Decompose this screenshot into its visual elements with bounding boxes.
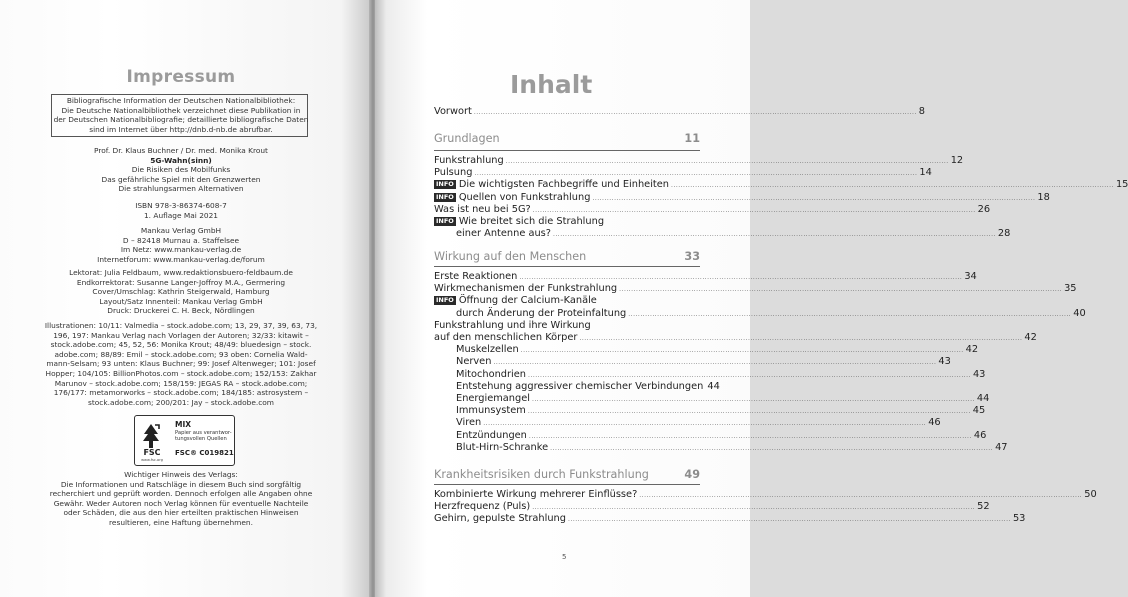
toc-entry-vorwort[interactable] [434,106,926,119]
page-number: 5 [562,553,567,561]
publisher-line: Mankau Verlag GmbH [140,226,222,235]
toc-entry[interactable] [434,228,1011,241]
section-rule [434,150,700,151]
toc-entry-label: Nerven [456,356,492,368]
toc-entry-label: Herzfrequenz (Puls) [434,501,531,513]
book-title: 5G-Wahn(sinn) [150,155,212,165]
leader-dots [553,231,996,238]
credit-line: Lektorat: Julia Feldbaum, www.redaktionsbuero-feldbaum.de [69,268,293,277]
toc-entry-page: 52 [977,501,990,513]
edition: 1. Auflage Mai 2021 [143,210,219,220]
fsc-desc-line: tungsvollen Quellen [175,436,227,442]
leader-dots [592,195,1035,202]
toc-entry[interactable] [434,429,987,443]
toc-entry-label: Erste Reaktionen [434,271,518,282]
book-info [0,146,362,194]
illustration-line: 196, 197: Mankau Verlag nach Vorlagen der Autoren; 32/33: kitawit – [53,330,309,340]
section-heading[interactable] [434,132,700,145]
authors: Prof. Dr. Klaus Buchner / Dr. med. Monika Krout [94,146,268,155]
leader-dots [579,335,1022,342]
notice-block [0,470,362,528]
toc-entry[interactable] [434,380,720,394]
info-badge: INFO [436,296,454,305]
toc-entry-page: 44 [976,393,990,404]
subtitle-line: Die strahlungsarmen Alternativen [118,184,244,194]
toc-entry-page: 26 [977,203,991,215]
section-title: Grundlagen [434,132,500,145]
toc-entry-page: 42 [1024,332,1037,343]
toc-entry-page: 46 [973,429,987,441]
leader-dots [639,492,1082,499]
toc-entry-page: 28 [997,228,1011,240]
credit-line: Layout/Satz Innenteil: Mankau Verlag GmbH [99,296,263,306]
illustration-line: Marunov – stock.adobe.com; 158/159: JEGAS RA – stock.adobe.com; [54,378,308,388]
leader-dots [533,207,976,214]
toc-entry[interactable] [434,295,700,308]
info-badge: INFO [436,192,454,201]
toc-entry[interactable] [434,501,990,514]
leader-dots [568,516,1011,523]
leader-dots [528,408,971,415]
toc-entry[interactable] [434,332,1037,345]
info-badge: INFO [436,180,454,189]
toc-entry-label: Funkstrahlung [434,155,504,166]
leader-dots [532,504,975,511]
info-badge: INFO [436,217,454,225]
biblio-line: der Deutschen Nationalbibliografie; detaillierte bibliografische Daten [53,115,309,125]
toc-entry[interactable] [434,344,979,357]
toc-entry[interactable] [434,203,991,217]
toc-entry-page: 44 [707,380,720,392]
toc-entry-page: 45 [972,405,986,417]
toc-entry-label: Was ist neu bei 5G? [434,203,531,215]
biblio-line: sind im Internet über http://dnb.d-nb.de abrufbar. [89,124,273,134]
leader-dots [532,396,975,403]
illustration-line: stock.adobe.com; 45, 52, 56: Monika Krout; 48/49: bluedesign – stock. [50,340,312,350]
section-title: Wirkung auf den Menschen [434,250,587,263]
toc-entry[interactable] [434,368,986,382]
section-page: 33 [684,250,700,263]
toc-entry-text [456,430,527,441]
leader-dots [619,286,1062,293]
left-page [0,0,371,597]
toc-entry[interactable] [434,216,700,229]
fsc-certification-label [134,415,235,466]
toc-entry-label: Wirkmechanismen der Funkstrahlung [434,283,618,295]
credit-line: Druck: Druckerei C. H. Beck, Nördlingen [107,306,255,316]
toc-entry-text [434,167,472,178]
toc-entry-label: Immunsystem [456,405,526,417]
toc-entry-text [456,405,526,416]
toc-entry[interactable] [434,155,964,168]
leader-dots [506,158,949,165]
toc-entry-text [456,308,626,319]
leader-dots [628,311,1071,318]
toc-entry-page: 35 [1064,283,1077,295]
subtitle-line: Die Risiken des Mobilfunks [131,165,231,175]
toc-entry-page: 34 [964,271,977,282]
illustration-line: stock.adobe.com; 200/201: Jay – stock.adobe.com [87,397,274,407]
section-page: 11 [684,132,700,145]
toc-entry-label: Muskelzellen [456,344,519,356]
publisher-block [0,226,362,264]
toc-entry-page: 43 [938,356,951,368]
toc-entry-label: Kombinierte Wirkung mehrerer Einflüsse? [434,489,638,500]
toc-entry-label: Die wichtigsten Fachbegriffe und Einheiten [458,179,669,191]
fsc-label: FSC [143,448,161,457]
credits-block [0,268,362,316]
fsc-desc-line: Papier aus verantwor- [175,430,232,436]
toc-entry-label: Mitochondrien [456,368,527,380]
toc-entry[interactable] [434,489,1097,502]
toc-entry-page: 42 [965,344,979,356]
toc-entry[interactable] [434,271,977,284]
toc-entry[interactable] [434,417,941,430]
illustration-line: mann-Selsam; 93 unten: Klaus Buchner; 99: Josef Altenweger; 101: Josef [46,359,316,369]
leader-dots [483,420,926,427]
toc-entry-text [434,320,591,331]
toc-entry-page: 12 [950,155,964,166]
toc-entry[interactable] [434,513,1026,526]
toc-entry[interactable] [434,307,1086,321]
toc-entry-page: 46 [928,417,941,429]
leader-dots [493,359,936,366]
fsc-code: FSC® C019821 [175,449,234,457]
toc-entry-page: 53 [1012,513,1026,525]
leader-dots [474,109,917,116]
notice-line: oder Schäden, die aus den hier erteilten praktischen Hinweisen [63,508,299,518]
toc-entry-page: 40 [1073,307,1086,319]
toc-entry-page: 15 [1115,179,1128,191]
biblio-line: Die Deutsche Nationalbibliothek verzeichnet diese Publikation in [61,105,301,115]
toc-entry-label: einer Antenne aus? [456,228,551,240]
toc-entry-label: Viren [456,417,482,429]
toc-entry-page: 14 [919,167,932,179]
toc-entry-text [434,501,530,512]
toc-entry[interactable] [434,320,700,333]
impressum-title: Impressum [126,67,236,87]
toc-entry-label: auf den menschlichen Körper [434,332,578,343]
toc-entry-text [456,369,526,380]
leader-dots [528,372,971,379]
toc-entry-page: 50 [1084,489,1097,500]
illustrations-block [0,321,362,407]
toc-entry-label: Wie breitet sich die Strahlung [458,216,605,227]
toc-entry[interactable] [434,405,986,418]
toc-entry-label: Quellen von Funkstrahlung [458,191,591,203]
toc-entry-text [434,295,597,306]
leader-dots [671,182,1114,189]
toc-entry-text [434,155,504,166]
isbn-block [0,201,362,220]
toc-entry-text [434,489,637,500]
toc-entry-label: Energiemangel [456,393,530,404]
toc-entry-text [434,271,517,282]
toc-entry-text: Vorwort [434,106,472,117]
leader-dots [529,433,972,440]
notice-line: resultieren, eine Haftung übernehmen. [109,517,253,527]
illustration-line: adobe.com; 88/89: Emil – stock.adobe.com; 93 oben: Cornelia Wald- [54,349,308,359]
toc-entry-text [434,216,604,227]
notice-line: Gewähr. Weder Autoren noch Verlag können für eventuelle Nachteile [53,498,309,508]
toc-entry-label: Öffnung der Calcium-Kanäle [458,295,597,307]
toc-entry-page: 43 [972,368,986,380]
fsc-description [175,430,232,442]
toc-entry-text [456,228,551,239]
section-page: 49 [684,468,700,481]
illustration-line: Illustrationen: 10/11: Valmedia – stock.adobe.com; 13, 29, 37, 39, 63, 73, [44,321,318,330]
notice-line: Wichtiger Hinweis des Verlags: [124,470,238,479]
credit-line: Cover/Umschlag: Kathrin Steigerwald, Hamburg [92,287,270,297]
toc-entry-text [434,204,531,215]
section-rule [434,484,700,485]
toc-entry[interactable] [434,191,1050,205]
toc-entry[interactable] [434,441,1008,455]
toc-entry-label: Pulsung [434,167,473,179]
toc-entry-text [456,393,530,404]
section-heading[interactable] [434,250,700,263]
subtitle-line: Das gefährliche Spiel mit den Grenzwerten [101,174,261,184]
toc-entry-text [434,513,566,524]
toc-entry-text [434,192,590,203]
toc-entry-label: Blut-Hirn-Schranke [456,441,549,453]
biblio-line: Bibliografische Information der Deutschen Nationalbibliothek: [66,96,296,105]
toc-entry-text [434,332,577,343]
toc-entry-label: Entzündungen [456,429,527,441]
toc-entry-page: 47 [995,441,1008,453]
illustration-line: Hopper; 104/105: BillionPhotos.com – stock.adobe.com; 152/153: Zakhar [45,368,317,378]
leader-dots [474,170,917,177]
publisher-line: Im Netz: www.mankau-verlag.de [120,245,242,255]
section-title: Krankheitsrisiken durch Funkstrahlung [434,468,649,481]
toc-entry[interactable] [434,179,1128,192]
notice-line: recherchiert und geprüft worden. Dennoch erfolgen alle Angaben ohne [49,489,313,499]
fsc-mix: MIX [175,420,192,429]
toc-entry-label: Funkstrahlung und ihre Wirkung [434,319,591,331]
publisher-line: D – 82418 Murnau a. Staffelsee [122,235,240,245]
toc-entry-text [456,442,548,453]
toc-entry[interactable] [434,393,990,406]
toc-entry-page: 8 [918,106,926,117]
section-heading[interactable] [434,468,700,481]
leader-dots [519,274,962,281]
toc-entry-page: 18 [1037,191,1050,203]
leader-dots [550,445,993,452]
toc-entry-label: durch Änderung der Proteinfaltung [456,307,627,319]
toc-entry-label: Entstehung aggressiver chemischer Verbindungen [456,380,704,392]
illustration-line: 176/177: metamorworks – stock.adobe.com; 184/185: astrosystem – [53,388,309,398]
toc-entry[interactable] [434,167,932,180]
toc-entry-text [456,344,519,355]
toc-entry-text [456,356,491,367]
publisher-line: Internetforum: www.mankau-verlag.de/forum [97,254,265,264]
toc-entry[interactable] [434,356,951,369]
leader-dots [521,347,964,354]
toc-entry-text [456,417,481,428]
inhalt-title: Inhalt [510,70,593,99]
section-rule [434,266,700,267]
toc-entry-text [434,179,669,190]
biblio-text [0,96,362,134]
isbn: ISBN 978-3-86374-608-7 [135,201,227,210]
fsc-site: www.fsc.org [141,458,163,462]
toc-entry-text [456,381,703,392]
toc-entry-label: Gehirn, gepulste Strahlung [434,513,566,525]
notice-line: Die Informationen und Ratschläge in diesem Buch sind sorgfältig [60,479,302,489]
credit-line: Endkorrektorat: Susanne Langer-Joffroy M.A., Germering [76,277,286,287]
toc-entry-text [434,283,617,294]
